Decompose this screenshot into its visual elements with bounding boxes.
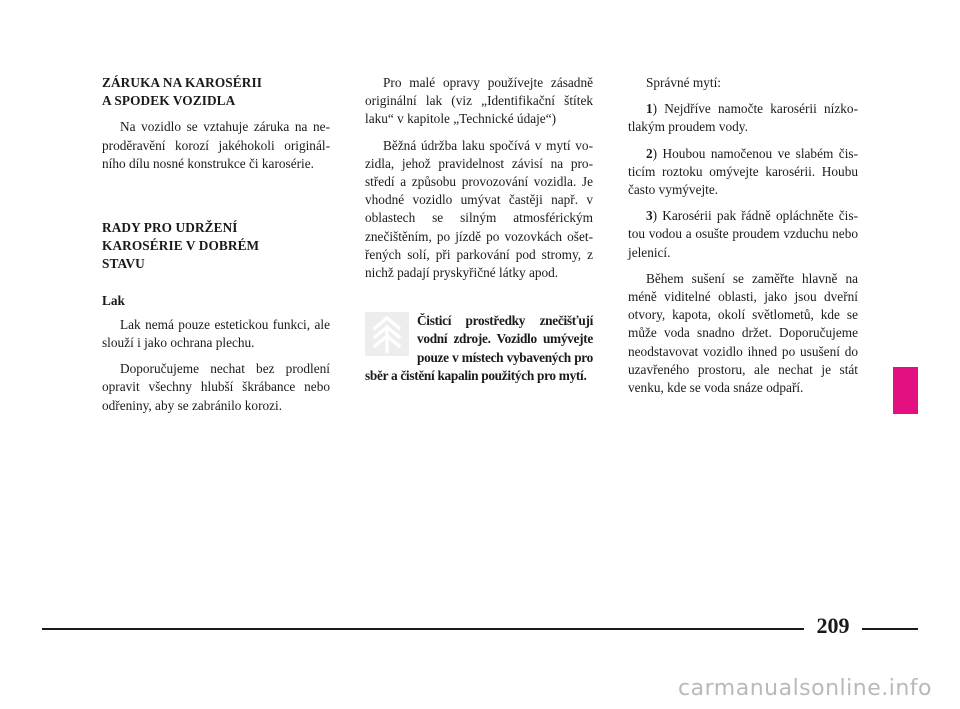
subheading-paint: Lak: [102, 292, 125, 308]
step-number: 1: [646, 101, 653, 117]
environment-warning-text: Čisticí prostředky znečišťují vodní zdroje. Vozidlo umývejte pouze v místech vybavených pro sběr a čistění kapalin použitých pro mytí.: [365, 313, 593, 383]
paint-paragraph-1: Lak nemá pouze estetickou funkci, ale slouží i jako ochrana plechu.: [102, 316, 330, 351]
step-number: 3: [646, 208, 653, 224]
washing-step-3: [628, 207, 858, 262]
environment-warning: [365, 312, 593, 385]
watermark: carmanualsonline.info: [678, 676, 932, 701]
page-number: 209: [816, 613, 850, 638]
text-column-1: [102, 74, 330, 423]
footer-rule-left: [42, 628, 804, 630]
washing-step-2: [628, 145, 858, 200]
footer-rule-right: [862, 628, 918, 630]
section-heading-care: RADY PRO UDRŽENÍ KAROSÉRIE V DOBRÉM STAVU: [102, 220, 260, 272]
washing-intro: Správné mytí:: [646, 75, 721, 90]
text-column-2: [365, 74, 593, 385]
section-tab-marker: [893, 367, 918, 414]
step-text: ) Karosérii pak řádně opláchněte čistou vodou a osušte proudem vzduchu nebo jelenicí.: [628, 208, 858, 260]
step-text: ) Houbou namočenou ve slabém čisticím roztoku omývejte karosérii. Houbu často vymývejte.: [628, 145, 858, 198]
environment-warning-icon: [365, 312, 409, 356]
paint-paragraph-2: Doporučujeme nechat bez prodlení opravit všechny hlubší škrábance nebo odřeniny, aby se zabránilo korozi.: [102, 361, 330, 413]
maintenance-paragraph: Běžná údržba laku spočívá v mytí vozidla, jehož pravidelnost závisí na prostředí a způsobu provozování vozidla. Je vhodné vozidlo umývat častěji např. v oblastech se silným atmosférickým znečištěním, po jízdě po vozovkách ošetřených solí, při parkování pod stromy, z nichž padají pryskyřičné látky apod.: [365, 137, 593, 281]
section-heading-warranty: ZÁRUKA NA KAROSÉRII A SPODEK VOZIDLA: [102, 75, 263, 109]
drying-paragraph: Během sušení se zaměřte hlavně na méně viditelné oblasti, jako jsou dveřní otvory, kapota, okolí světlometů, kde se může voda snadno držet. Doporučujeme neodstavovat vozidlo ihned po usušení do uzavřeného prostoru, ale nechat je stát venku, kde se voda snáze odpaří.: [628, 270, 858, 396]
text-column-3: [628, 74, 858, 405]
warranty-paragraph: Na vozidlo se vztahuje záruka na neproděravění korozí jakéhokoli originálního dílu nosné konstrukce či karosérie.: [102, 119, 330, 171]
step-number: 2: [646, 145, 653, 161]
repair-paragraph: Pro malé opravy používejte zásadně originální lak (viz „Identifikační štítek laku“ v kapitole „Technické údaje“): [365, 75, 593, 127]
step-text: ) Nejdříve namočte karosérii nízkotlakým proudem vody.: [628, 101, 858, 135]
washing-step-1: [628, 100, 858, 136]
